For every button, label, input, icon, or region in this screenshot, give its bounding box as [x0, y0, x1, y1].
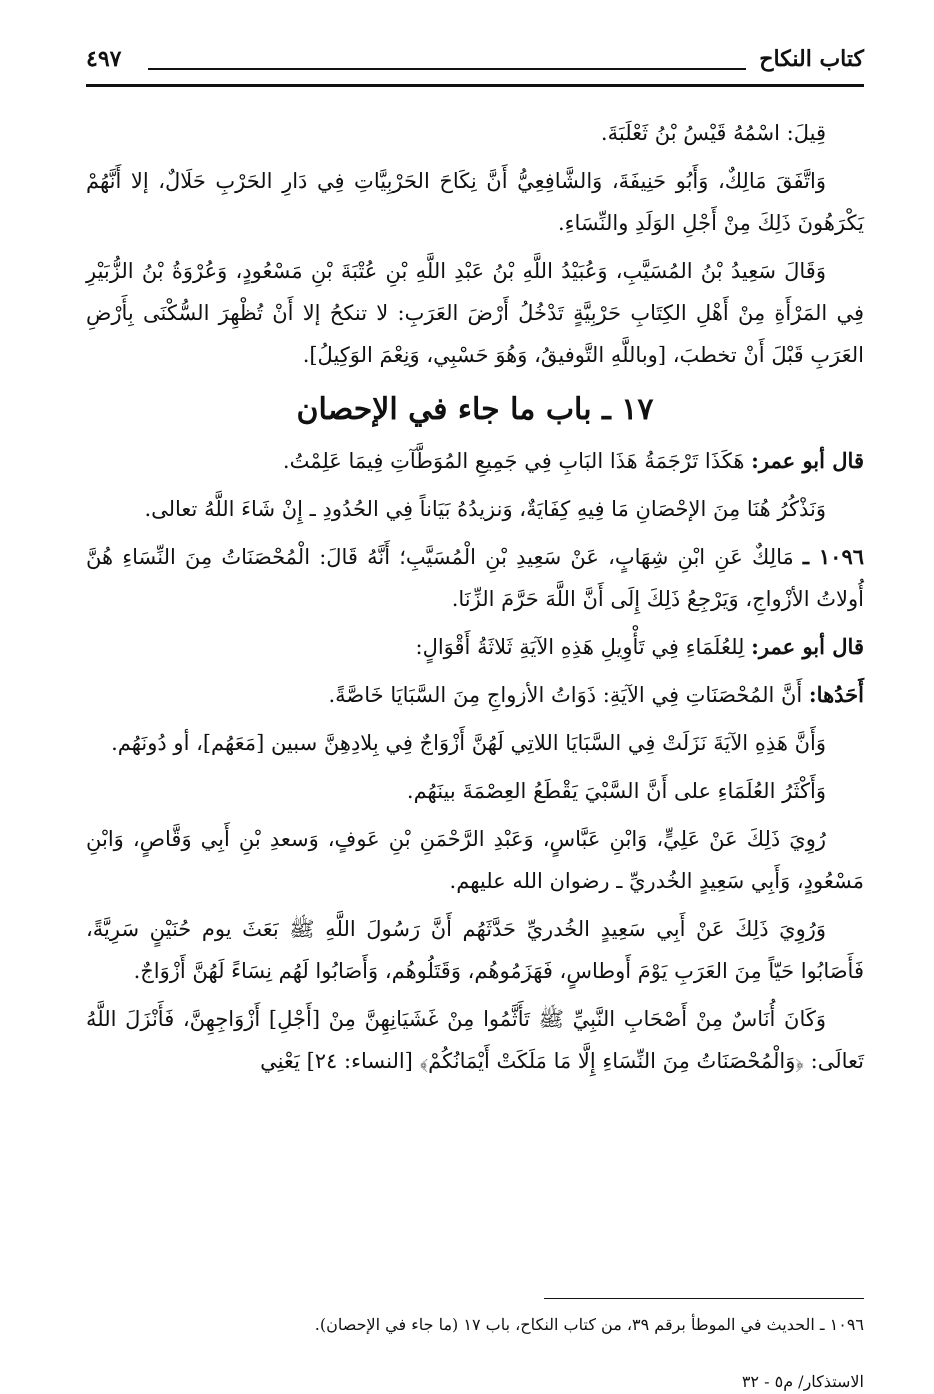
paragraph-7-lead: قال أبو عمر:	[751, 634, 864, 659]
paragraph-1: قِيلَ: اسْمُهُ قَيْسُ بْنُ ثَعْلَبَةَ.	[600, 121, 826, 145]
main-text	[86, 112, 864, 1292]
paragraph-10: وَأَكْثَرُ العُلَمَاءِ على أَنَّ السَّبْيَ يَقْطَعُ العِصْمَةَ بينَهُم.	[406, 779, 826, 803]
paragraph-5: وَنَذْكُرُ هُنَا مِنَ الإحْصَانِ مَا فِيهِ كِفَايَةٌ، وَنزيدُهُ بَيَاناً فِي الحُدُودِ ـ إِنْ شَاءَ اللَّهُ تعالى.	[144, 497, 826, 521]
hadith-number: ١٠٩٦ ـ	[802, 544, 865, 569]
paragraph-4-lead: قال أبو عمر:	[751, 448, 864, 473]
signature-mark: الاستذكار/ م٥ - ٣٢	[741, 1372, 864, 1391]
paragraph-8-lead: أَحَدُها:	[808, 682, 864, 707]
paragraph-7	[86, 626, 864, 668]
paragraph-9: وَأَنَّ هَذِهِ الآيَةَ نَزَلَتْ فِي السَّبَايَا اللاتِي لَهُنَّ أَزْوَاجٌ فِي بِلادِهِنَّ سبين [مَعَهُم]، أو دُونَهُم.	[111, 731, 826, 755]
chapter-heading: ١٧ ـ باب ما جاء في الإحصان	[296, 392, 654, 427]
paragraph-12: وَرُوِيَ ذَلِكَ عَنْ أَبِي سَعِيدٍ الخُدريِّ حَدَّثَهُم أَنَّ رَسُولَ اللَّهِ ﷺ بَعَثَ يوم حُنَيْنٍ سَرِيَّةً، فَأَصَابُوا حَيّاً مِنَ العَرَبِ يَوْمَ أَوطاسٍ، فَهَزَمُوهُم، وَقَتَلُوهُم، وَأَصَابُوا لَهُم نِسَاءً لَهُنَّ أَزْوَاجٌ.	[86, 917, 864, 983]
header-divider	[148, 68, 746, 70]
footnotes	[86, 1312, 864, 1338]
paragraph-4-text: هَكَذَا تَرْجَمَةُ هَذَا البَابِ فِي جَمِيعِ المُوَطَّآتِ فِيمَا عَلِمْتُ.	[282, 449, 752, 473]
paragraph-13: وَكَانَ أُنَاسٌ مِنْ أَصْحَابِ النَّبِيِّ ﷺ تَأَثَّمُوا مِنْ غَشَيَانِهِنَّ مِنْ [أَجْلِ] أَزْوَاجِهِنَّ، فَأَنْزَلَ اللَّهُ تَعالَى: ﴿وَالْمُحْصَنَاتُ مِنَ النِّسَاءِ إِلَّا مَا مَلَكَتْ أَيْمَانُكُمْ﴾ [النساء: ٢٤] يَعْنِي	[86, 1007, 864, 1073]
paragraph-4	[86, 440, 864, 482]
paragraph-2: وَاتَّفَقَ مَالِكٌ، وَأَبُو حَنِيفَةَ، وَالشَّافِعِيُّ أَنَّ نِكَاحَ الحَرْبِيَّاتِ فِي دَارِ الحَرْبِ حَلَالٌ، إلا أَنَّهُمْ يَكْرَهُونَ ذَلِكَ مِنْ أَجْلِ الوَلَدِ والنِّسَاءِ.	[86, 169, 864, 235]
paragraph-11: رُوِيَ ذَلِكَ عَنْ عَلِيٍّ، وَابْنِ عَبَّاسٍ، وَعَبْدِ الرَّحْمَنِ بْنِ عَوفٍ، وَسعدِ بْنِ أَبِي وَقَّاصٍ، وَابْنِ مَسْعُودٍ، وَأَبِي سَعِيدٍ الخُدريِّ ـ رضوان الله عليهم.	[86, 827, 864, 893]
paragraph-7-text: لِلعُلَمَاءِ فِي تَأْوِيلِ هَذِهِ الآيَةِ ثَلاثَةُ أَقْوَالٍ:	[415, 635, 752, 659]
running-header-title: كتاب النكاح	[759, 46, 864, 72]
hadith-text: مَالِكٌ عَنِ ابْنِ شِهَابٍ، عَنْ سَعِيدِ بْنِ الْمُسَيَّبِ؛ أَنَّهُ قَالَ: الْمُحْصَنَاتُ مِنَ النِّسَاءِ هُنَّ أُولاتُ الأزْواجِ، وَيَرْجِعُ ذَلِكَ إِلَى أَنَّ اللَّهَ حَرَّمَ الزِّنَا.	[86, 545, 864, 611]
paragraph-8-text: أَنَّ المُحْصَنَاتِ فِي الآيَةِ: ذَوَاتُ الأزواجِ مِنَ السَّبَايَا خَاصَّةً.	[328, 683, 809, 707]
header-rule	[86, 84, 864, 87]
hadith-1096	[86, 536, 864, 620]
page-number: ٤٩٧	[86, 46, 122, 72]
footnote-1096: ١٠٩٦ ـ الحديث في الموطأ برقم ٣٩، من كتاب النكاح، باب ١٧ (ما جاء في الإحصان).	[314, 1315, 864, 1334]
paragraph-8	[86, 674, 864, 716]
footnote-rule	[544, 1298, 864, 1299]
running-header	[86, 44, 864, 84]
paragraph-3: وَقَالَ سَعِيدُ بْنُ المُسَيَّبِ، وَعُبَيْدُ اللَّهِ بْنُ عَبْدِ اللَّهِ بْنِ عُتْبَةَ بْنِ مَسْعُودٍ، وَعُرْوَةُ بْنُ الزُّبَيْرِ فِي المَرْأَةِ مِنْ أَهْلِ الكِتَابِ حَرْبِيَّةٍ تَدْخُلُ أَرْضَ العَرَبِ: لا تنكحُ إلا أَنْ تُظْهِرَ السُّكْنَى بِأَرْضِ العَرَبِ قَبْلَ أَنْ تخطبَ، [وباللَّهِ التَّوفيقُ، وَهُوَ حَسْبِي، وَنِعْمَ الوَكِيلُ].	[86, 259, 864, 367]
